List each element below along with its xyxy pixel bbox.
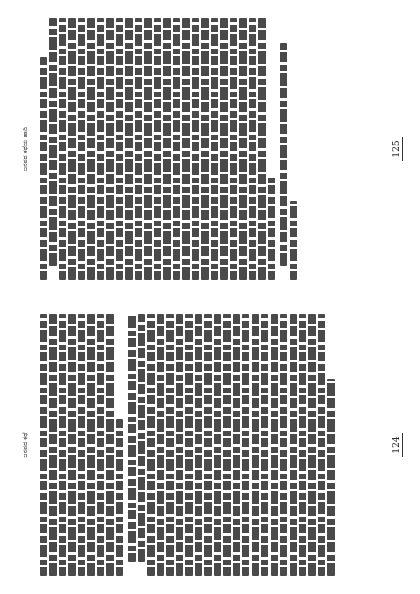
right-page-number (392, 18, 402, 280)
text-line (204, 314, 211, 576)
text-line (87, 18, 94, 280)
text-line (116, 18, 123, 280)
text-line (290, 201, 297, 280)
text-line (78, 314, 85, 576)
text-line (157, 314, 164, 576)
text-line (271, 314, 278, 576)
text-line (106, 18, 113, 280)
text-line (68, 18, 75, 280)
text-line (252, 314, 259, 576)
text-line (233, 314, 240, 576)
text-line (166, 314, 173, 576)
text-line (40, 314, 47, 576)
right-page (18, 18, 404, 280)
left-page-number (392, 314, 402, 576)
text-line (182, 18, 189, 280)
text-line (220, 18, 227, 280)
text-line (261, 314, 268, 576)
text-line (135, 18, 142, 280)
text-line (68, 314, 75, 576)
text-line (144, 18, 151, 280)
text-line (59, 314, 66, 576)
text-line (318, 314, 325, 576)
text-line (185, 314, 192, 576)
text-line (239, 18, 246, 280)
left-running-head: ಜನಪದ ಕಥೆ (22, 432, 29, 458)
text-line (258, 18, 265, 280)
text-line (87, 314, 94, 576)
text-line (290, 314, 297, 576)
text-line (78, 18, 85, 280)
text-line (308, 314, 315, 576)
text-line (192, 18, 199, 280)
text-line (223, 314, 230, 576)
text-line (268, 175, 275, 280)
text-line (280, 43, 287, 266)
text-line (97, 314, 104, 576)
text-line (173, 18, 180, 280)
text-line (40, 57, 47, 280)
left-page (18, 314, 404, 576)
text-line (280, 314, 287, 576)
text-line (201, 18, 208, 280)
left-page-number-text: 124 (392, 433, 403, 456)
text-line (211, 18, 218, 280)
text-line (163, 18, 170, 280)
right-page-number-text: 125 (392, 137, 403, 160)
text-line (299, 314, 306, 576)
left-text-block (40, 314, 360, 576)
text-line (138, 314, 145, 562)
text-line (249, 18, 256, 280)
text-line (214, 314, 221, 576)
text-line (147, 314, 154, 576)
text-line (154, 18, 161, 280)
text-line (195, 314, 202, 576)
text-line (49, 18, 56, 266)
right-running-head: ಜನಪದ ಕಥೆಯ ಹಾದಿ (22, 126, 29, 172)
text-line (242, 314, 249, 576)
text-line (106, 314, 113, 576)
text-line (230, 18, 237, 280)
text-line (49, 314, 56, 576)
text-line (327, 380, 334, 577)
text-line (59, 18, 66, 280)
text-line (128, 314, 135, 562)
right-text-block (40, 18, 360, 280)
text-line (116, 419, 123, 576)
text-line (125, 18, 132, 280)
text-line (97, 18, 104, 280)
text-line (176, 314, 183, 576)
